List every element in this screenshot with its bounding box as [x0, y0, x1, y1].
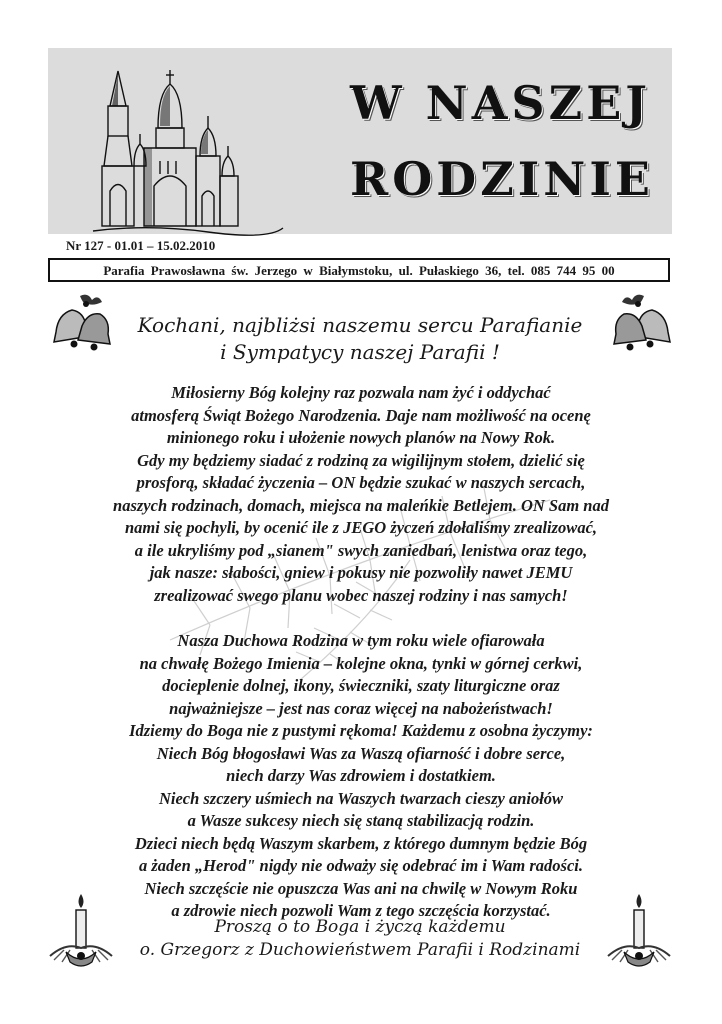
christmas-bells-icon — [48, 292, 120, 356]
letter-paragraph-2 — [40, 630, 682, 923]
text-line: Miłosierny Bóg kolejny raz pozwala nam żyć i oddychać — [171, 383, 551, 402]
text-line: niech darzy Was zdrowiem i dostatkiem. — [226, 766, 496, 785]
title-line-2: RODZINIE — [350, 152, 654, 206]
text-line: docieplenie dolnej, ikony, świeczniki, szaty liturgiczne oraz — [162, 676, 560, 695]
text-line: a zdrowie niech pozwoli Wam z tego szczęścia korzystać. — [171, 901, 551, 920]
parish-address: Parafia Prawosławna św. Jerzego w Białymstoku, ul. Pułaskiego 36, tel. 085 744 95 00 — [48, 258, 670, 282]
issue-number: Nr 127 - 01.01 – 15.02.2010 — [66, 238, 216, 253]
text-line: nami się pochyli, by ocenić ile z JEGO życzeń zdołaliśmy zrealizować, — [124, 518, 598, 537]
church-drawing-icon — [88, 66, 288, 236]
text-line: Dzieci niech będą Waszym skarbem, z którego dumnym będzie Bóg — [134, 833, 588, 853]
text-line: jak nasze: słabości, gniew i pokusy nie pozwoliły nawet JEMU — [149, 563, 573, 582]
signature-line: o. Grzegorz z Duchowieństwem Parafii i Rodzinami — [139, 940, 581, 960]
text-line: atmosferą Świąt Bożego Narodzenia. Daje nam możliwość na ocenę — [131, 405, 591, 425]
text-line: naszych rodzinach, domach, miejsca na maleńkie Betlejem. ON Sam nad — [113, 495, 609, 515]
signature-line: Proszą o to Boga i życzą każdemu — [214, 917, 506, 937]
text-line: minionego roku i ułożenie nowych planów na Nowy Rok. — [166, 428, 556, 447]
greeting-line: i Sympatycy naszej Parafii ! — [220, 340, 500, 364]
text-line: Gdy my będziemy siadać z rodziną za wigilijnym stołem, dzielić się — [137, 450, 585, 470]
christmas-candle-icon — [46, 890, 116, 970]
text-line: Nasza Duchowa Rodzina w tym roku wiele ofiarowała — [177, 631, 545, 650]
letter-paragraph-1 — [40, 382, 682, 607]
text-line: Niech szczery uśmiech na Waszych twarzach cieszy aniołów — [158, 788, 564, 808]
title-line-1: W NASZEJ — [350, 76, 652, 130]
text-line: Niech szczęście nie opuszcza Was ani na chwilę w Nowym Roku — [144, 878, 578, 898]
text-line: zrealizować swego planu wobec naszej rodziny i nas samych! — [154, 585, 568, 605]
greeting-heading — [120, 312, 600, 366]
christmas-bells-icon — [604, 292, 676, 356]
text-line: a ile ukryliśmy pod „sianem" swych zaniedbań, lenistwa oraz tego, — [134, 540, 588, 560]
text-line: prosforą, składać życzenia – ON będzie szukać w naszych sercach, — [136, 473, 586, 492]
greeting-line: Kochani, najbliżsi naszemu sercu Parafianie — [137, 313, 583, 337]
signature — [120, 916, 600, 962]
text-line: a Wasze sukcesy niech się staną stabilizacją rodzin. — [187, 811, 535, 830]
christmas-candle-icon — [604, 890, 674, 970]
text-line: najważniejsze – jest nas coraz więcej na nabożeństwach! — [169, 698, 553, 718]
masthead — [48, 48, 672, 234]
text-line: a żaden „Herod" nigdy nie odważy się odebrać im i Wam radości. — [139, 856, 583, 875]
text-line: na chwałę Bożego Imienia – kolejne okna, tynki w górnej cerkwi, — [139, 653, 583, 673]
text-line: Idziemy do Boga nie z pustymi rękoma! Każdemu z osobna życzymy: — [129, 721, 593, 740]
text-line: Niech Bóg błogosławi Was za Waszą ofiarność i dobre serce, — [156, 743, 566, 763]
